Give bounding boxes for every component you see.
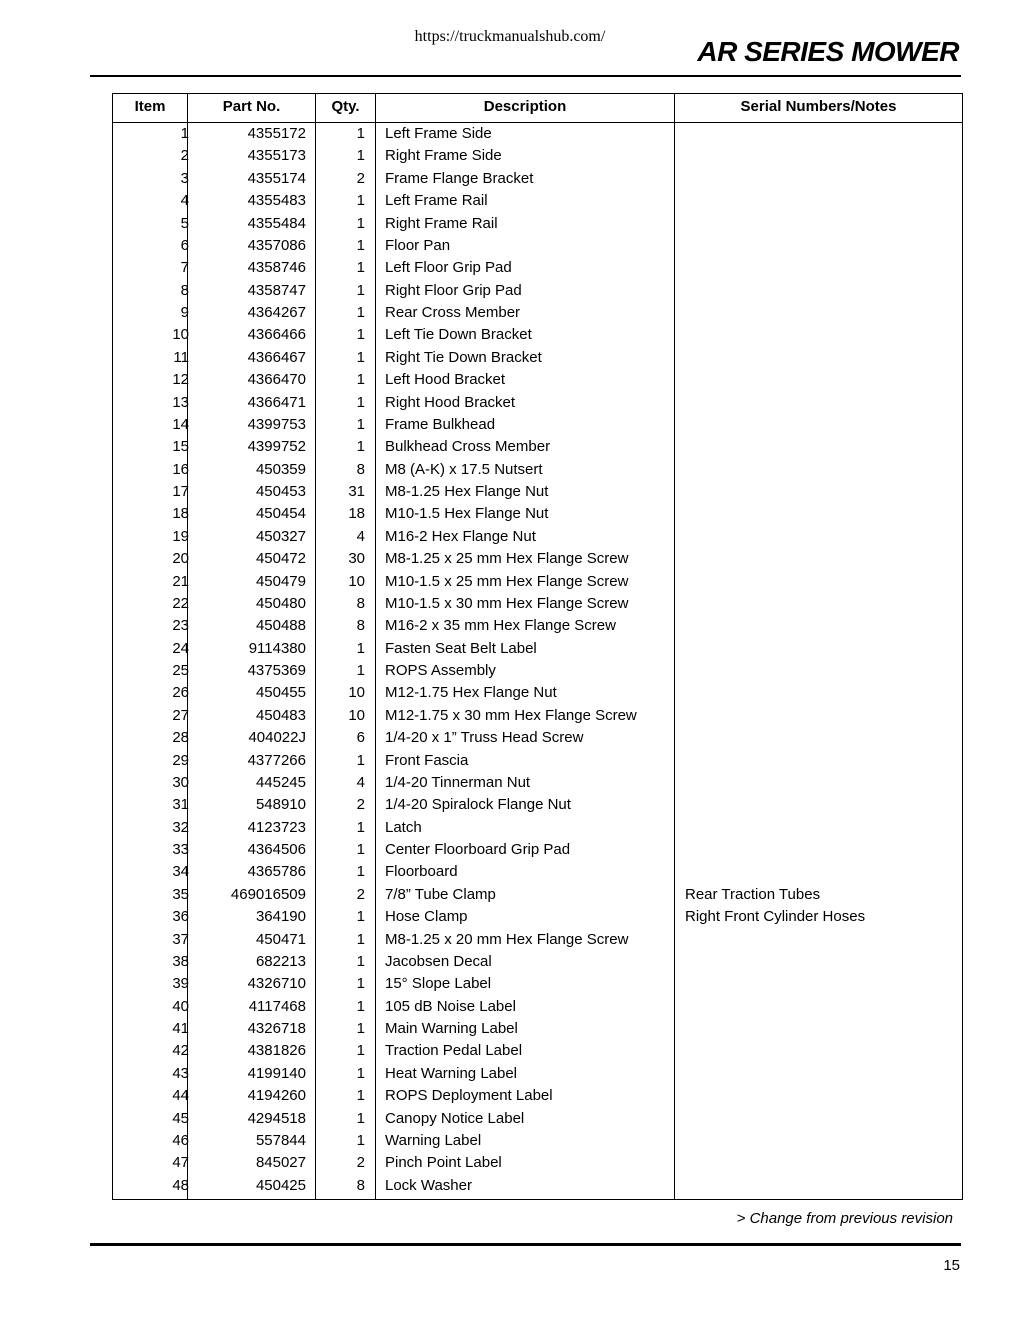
description-cell: ROPS Deployment Label bbox=[385, 1087, 553, 1105]
description-cell: 15° Slope Label bbox=[385, 975, 492, 993]
table-row bbox=[113, 884, 962, 906]
part-no-cell: 450472 bbox=[255, 550, 306, 568]
description-cell: 7/8” Tube Clamp bbox=[385, 885, 496, 903]
table-row bbox=[113, 682, 962, 704]
qty-cell: 1 bbox=[356, 192, 365, 210]
table-row bbox=[113, 123, 962, 145]
part-no-cell: 450483 bbox=[255, 706, 306, 724]
notes-cell: Right Front Cylinder Hoses bbox=[685, 908, 866, 926]
table-row bbox=[113, 145, 962, 167]
table-row bbox=[113, 302, 962, 324]
qty-cell: 8 bbox=[356, 460, 365, 478]
part-no-cell: 4375369 bbox=[247, 662, 306, 679]
qty-cell: 1 bbox=[356, 281, 365, 299]
item-cell: 7 bbox=[180, 259, 189, 277]
part-no-cell: 450488 bbox=[255, 617, 306, 635]
item-cell: 16 bbox=[172, 460, 189, 478]
description-cell: Frame Bulkhead bbox=[385, 415, 496, 433]
description-cell: Right Frame Side bbox=[385, 147, 502, 165]
part-no-cell: 450425 bbox=[255, 1176, 306, 1194]
qty-cell: 4 bbox=[356, 527, 365, 545]
table-row bbox=[113, 660, 962, 682]
item-cell: 34 bbox=[172, 863, 189, 881]
description-cell: Floor Pan bbox=[385, 236, 451, 254]
qty-cell: 10 bbox=[348, 572, 365, 590]
item-cell: 24 bbox=[172, 639, 189, 657]
part-no-cell: 4117468 bbox=[248, 997, 306, 1015]
part-no-cell: 4366470 bbox=[247, 371, 306, 389]
description-cell: M8 (A-K) x 17.5 Nutsert bbox=[385, 460, 543, 478]
qty-cell: 1 bbox=[356, 214, 365, 232]
item-cell: 42 bbox=[172, 1042, 189, 1060]
qty-cell: 4 bbox=[356, 773, 365, 791]
part-no-cell: 450454 bbox=[255, 505, 306, 523]
part-no-cell: 4357086 bbox=[247, 236, 306, 254]
item-cell: 3 bbox=[180, 169, 189, 187]
header-qty: Qty. bbox=[331, 98, 360, 115]
qty-cell: 1 bbox=[356, 259, 365, 277]
description-cell: Pinch Point Label bbox=[385, 1154, 502, 1172]
description-cell: Rear Cross Member bbox=[385, 304, 521, 321]
part-no-cell: 845027 bbox=[255, 1154, 306, 1172]
qty-cell: 1 bbox=[356, 348, 365, 366]
table-row bbox=[113, 392, 962, 414]
part-no-cell: 450480 bbox=[255, 594, 306, 612]
part-no-cell: 4365786 bbox=[247, 863, 306, 881]
description-cell: M10-1.5 x 25 mm Hex Flange Screw bbox=[385, 572, 629, 590]
item-cell: 47 bbox=[172, 1154, 189, 1172]
item-cell: 37 bbox=[172, 930, 189, 948]
item-cell: 36 bbox=[172, 908, 189, 926]
table-row bbox=[113, 168, 962, 190]
item-cell: 1 bbox=[180, 125, 189, 142]
item-cell: 9 bbox=[180, 304, 189, 321]
item-cell: 32 bbox=[172, 818, 189, 836]
qty-cell: 1 bbox=[356, 930, 365, 948]
description-cell: Bulkhead Cross Member bbox=[385, 438, 551, 456]
description-cell: Left Frame Rail bbox=[385, 192, 488, 210]
description-cell: Traction Pedal Label bbox=[385, 1042, 523, 1060]
table-row bbox=[113, 1018, 962, 1040]
table-row bbox=[113, 1108, 962, 1130]
table-row bbox=[113, 213, 962, 235]
table-row bbox=[113, 929, 962, 951]
item-cell: 12 bbox=[172, 371, 189, 389]
qty-cell: 8 bbox=[356, 617, 365, 635]
table-row bbox=[113, 257, 962, 279]
qty-cell: 1 bbox=[356, 304, 365, 321]
qty-cell: 1 bbox=[356, 952, 365, 970]
part-no-cell: 548910 bbox=[255, 796, 306, 814]
qty-cell: 1 bbox=[356, 975, 365, 993]
table-row bbox=[113, 951, 962, 973]
description-cell: M8-1.25 x 25 mm Hex Flange Screw bbox=[385, 550, 629, 568]
description-cell: 105 dB Noise Label bbox=[385, 997, 516, 1015]
part-no-cell: 4381826 bbox=[247, 1042, 306, 1060]
part-no-cell: 445245 bbox=[255, 773, 306, 791]
item-cell: 14 bbox=[172, 415, 189, 433]
description-cell: ROPS Assembly bbox=[385, 662, 496, 679]
description-cell: Left Floor Grip Pad bbox=[385, 259, 512, 277]
part-no-cell: 4123723 bbox=[247, 818, 306, 836]
description-cell: Jacobsen Decal bbox=[385, 952, 492, 970]
header-item: Item bbox=[134, 98, 166, 115]
source-url: https://truckmanualshub.com/ bbox=[414, 28, 606, 45]
table-row bbox=[113, 1152, 962, 1174]
qty-cell: 1 bbox=[356, 908, 365, 926]
item-cell: 46 bbox=[172, 1131, 189, 1149]
part-no-cell: 4364506 bbox=[247, 841, 306, 858]
item-cell: 10 bbox=[172, 326, 189, 344]
header-description: Description bbox=[483, 98, 567, 115]
table-row bbox=[113, 593, 962, 615]
part-no-cell: 4364267 bbox=[247, 304, 306, 321]
qty-cell: 1 bbox=[356, 415, 365, 433]
description-cell: Left Tie Down Bracket bbox=[385, 326, 532, 344]
item-cell: 23 bbox=[172, 617, 189, 635]
qty-cell: 18 bbox=[348, 505, 365, 523]
item-cell: 43 bbox=[172, 1064, 189, 1082]
table-row bbox=[113, 369, 962, 391]
table-row bbox=[113, 235, 962, 257]
table-row bbox=[113, 794, 962, 816]
table-row bbox=[113, 481, 962, 503]
item-cell: 40 bbox=[172, 997, 189, 1015]
item-cell: 21 bbox=[172, 572, 189, 590]
table-row bbox=[113, 1130, 962, 1152]
qty-cell: 1 bbox=[356, 147, 365, 165]
qty-cell: 8 bbox=[356, 1176, 365, 1194]
description-cell: 1/4-20 Tinnerman Nut bbox=[385, 773, 531, 791]
table-row bbox=[113, 615, 962, 637]
description-cell: M8-1.25 x 20 mm Hex Flange Screw bbox=[385, 930, 629, 948]
description-cell: Right Frame Rail bbox=[385, 214, 498, 232]
qty-cell: 8 bbox=[356, 594, 365, 612]
table-row bbox=[113, 526, 962, 548]
item-cell: 28 bbox=[172, 729, 189, 747]
qty-cell: 10 bbox=[348, 684, 365, 702]
part-no-cell: 364190 bbox=[255, 908, 306, 926]
table-row bbox=[113, 436, 962, 458]
item-cell: 11 bbox=[173, 348, 189, 366]
item-cell: 13 bbox=[172, 393, 189, 411]
description-cell: Left Hood Bracket bbox=[385, 371, 506, 389]
part-no-cell: 4366466 bbox=[247, 326, 306, 344]
qty-cell: 31 bbox=[348, 483, 365, 500]
part-no-cell: 4194260 bbox=[247, 1087, 306, 1105]
item-cell: 31 bbox=[172, 796, 189, 814]
qty-cell: 1 bbox=[356, 997, 365, 1015]
qty-cell: 1 bbox=[356, 326, 365, 344]
top-rule bbox=[90, 75, 961, 77]
qty-cell: 1 bbox=[356, 662, 365, 679]
qty-cell: 1 bbox=[356, 393, 365, 411]
qty-cell: 1 bbox=[356, 371, 365, 389]
table-row bbox=[113, 324, 962, 346]
description-cell: Right Hood Bracket bbox=[385, 393, 516, 411]
description-cell: 1/4-20 Spiralock Flange Nut bbox=[385, 796, 571, 814]
item-cell: 33 bbox=[172, 841, 189, 858]
qty-cell: 1 bbox=[356, 639, 365, 657]
table-row bbox=[113, 750, 962, 772]
description-cell: M8-1.25 Hex Flange Nut bbox=[385, 483, 549, 500]
description-cell: M16-2 x 35 mm Hex Flange Screw bbox=[385, 617, 616, 635]
part-no-cell: 4199140 bbox=[247, 1064, 306, 1082]
notes-cell: Rear Traction Tubes bbox=[685, 885, 821, 903]
description-cell: Front Fascia bbox=[385, 751, 469, 769]
part-no-cell: 4366467 bbox=[247, 348, 306, 366]
description-cell: Heat Warning Label bbox=[385, 1064, 518, 1082]
table-row bbox=[113, 414, 962, 436]
description-cell: Warning Label bbox=[385, 1131, 482, 1149]
item-cell: 6 bbox=[180, 236, 189, 254]
table-row bbox=[113, 817, 962, 839]
part-no-cell: 450359 bbox=[255, 460, 306, 478]
description-cell: Frame Flange Bracket bbox=[385, 169, 534, 187]
description-cell: M12-1.75 x 30 mm Hex Flange Screw bbox=[385, 706, 637, 724]
qty-cell: 1 bbox=[356, 125, 365, 142]
part-no-cell: 9114380 bbox=[248, 639, 306, 657]
table-row bbox=[113, 1085, 962, 1107]
table-row bbox=[113, 1040, 962, 1062]
part-no-cell: 4399753 bbox=[247, 415, 306, 433]
part-no-cell: 4399752 bbox=[247, 438, 306, 456]
item-cell: 22 bbox=[172, 594, 189, 612]
table-row bbox=[113, 280, 962, 302]
qty-cell: 30 bbox=[348, 550, 365, 568]
description-cell: M16-2 Hex Flange Nut bbox=[385, 527, 536, 545]
qty-cell: 2 bbox=[356, 796, 365, 814]
qty-cell: 6 bbox=[356, 729, 365, 747]
description-cell: Floorboard bbox=[385, 863, 458, 881]
description-cell: Center Floorboard Grip Pad bbox=[385, 841, 571, 858]
qty-cell: 1 bbox=[356, 841, 365, 858]
part-no-cell: 4355483 bbox=[247, 192, 306, 210]
item-cell: 35 bbox=[172, 885, 189, 903]
table-row bbox=[113, 503, 962, 525]
qty-cell: 1 bbox=[356, 863, 365, 881]
table-row bbox=[113, 973, 962, 995]
table-row bbox=[113, 1063, 962, 1085]
revision-footnote: > Change from previous revision bbox=[736, 1210, 953, 1227]
description-cell: M10-1.5 x 30 mm Hex Flange Screw bbox=[385, 594, 629, 612]
description-cell: Left Frame Side bbox=[385, 125, 492, 142]
qty-cell: 1 bbox=[356, 1109, 365, 1127]
item-cell: 18 bbox=[172, 505, 189, 523]
qty-cell: 1 bbox=[356, 1020, 365, 1037]
header-part-no: Part No. bbox=[222, 98, 281, 115]
part-no-cell: 557844 bbox=[255, 1131, 306, 1149]
description-cell: 1/4-20 x 1” Truss Head Screw bbox=[385, 729, 584, 747]
table-row bbox=[113, 861, 962, 883]
part-no-cell: 4355174 bbox=[247, 169, 306, 187]
table-row bbox=[113, 1175, 962, 1197]
table-row bbox=[113, 459, 962, 481]
description-cell: Right Floor Grip Pad bbox=[385, 281, 522, 299]
qty-cell: 1 bbox=[356, 1131, 365, 1149]
item-cell: 25 bbox=[172, 662, 189, 679]
qty-cell: 1 bbox=[356, 818, 365, 836]
item-cell: 19 bbox=[172, 527, 189, 545]
qty-cell: 2 bbox=[356, 885, 365, 903]
table-row bbox=[113, 190, 962, 212]
description-cell: Right Tie Down Bracket bbox=[385, 348, 542, 366]
item-cell: 27 bbox=[172, 706, 189, 724]
part-no-cell: 450455 bbox=[255, 684, 306, 702]
part-no-cell: 450471 bbox=[255, 930, 306, 948]
item-cell: 30 bbox=[172, 773, 189, 791]
bottom-rule bbox=[90, 1243, 961, 1246]
table-row bbox=[113, 705, 962, 727]
part-no-cell: 4355484 bbox=[247, 214, 306, 232]
description-cell: M12-1.75 Hex Flange Nut bbox=[385, 684, 557, 702]
qty-cell: 1 bbox=[356, 1064, 365, 1082]
table-row bbox=[113, 548, 962, 570]
description-cell: M10-1.5 Hex Flange Nut bbox=[385, 505, 549, 523]
page-number: 15 bbox=[943, 1257, 960, 1274]
description-cell: Fasten Seat Belt Label bbox=[385, 639, 537, 657]
part-no-cell: 404022J bbox=[248, 729, 306, 747]
qty-cell: 10 bbox=[348, 706, 365, 724]
part-no-cell: 4355173 bbox=[247, 147, 306, 165]
part-no-cell: 4358747 bbox=[247, 281, 306, 299]
part-no-cell: 450453 bbox=[255, 483, 306, 500]
part-no-cell: 682213 bbox=[255, 952, 306, 970]
part-no-cell: 4355172 bbox=[247, 125, 306, 142]
table-row bbox=[113, 772, 962, 794]
item-cell: 15 bbox=[172, 438, 189, 456]
item-cell: 45 bbox=[172, 1109, 189, 1127]
item-cell: 44 bbox=[172, 1087, 189, 1105]
item-cell: 29 bbox=[172, 751, 189, 769]
header-notes: Serial Numbers/Notes bbox=[740, 98, 897, 115]
table-row bbox=[113, 727, 962, 749]
table-row bbox=[113, 906, 962, 928]
qty-cell: 1 bbox=[356, 438, 365, 456]
table-row bbox=[113, 638, 962, 660]
table-row bbox=[113, 839, 962, 861]
description-cell: Canopy Notice Label bbox=[385, 1109, 525, 1127]
item-cell: 20 bbox=[172, 550, 189, 568]
qty-cell: 1 bbox=[356, 1087, 365, 1105]
part-no-cell: 4377266 bbox=[247, 751, 306, 769]
parts-table bbox=[112, 93, 963, 1200]
part-no-cell: 4366471 bbox=[247, 393, 306, 411]
item-cell: 38 bbox=[172, 952, 189, 970]
qty-cell: 1 bbox=[356, 236, 365, 254]
part-no-cell: 450479 bbox=[255, 572, 306, 590]
description-cell: Lock Washer bbox=[385, 1176, 472, 1194]
table-row bbox=[113, 347, 962, 369]
qty-cell: 2 bbox=[356, 169, 365, 187]
item-cell: 5 bbox=[180, 214, 189, 232]
item-cell: 4 bbox=[180, 192, 189, 210]
item-cell: 26 bbox=[172, 684, 189, 702]
qty-cell: 1 bbox=[356, 1042, 365, 1060]
item-cell: 41 bbox=[172, 1020, 189, 1037]
description-cell: Latch bbox=[385, 818, 422, 836]
document-title: AR SERIES MOWER bbox=[697, 36, 959, 67]
item-cell: 2 bbox=[180, 147, 189, 165]
part-no-cell: 469016509 bbox=[230, 885, 306, 903]
table-row bbox=[113, 996, 962, 1018]
part-no-cell: 4326710 bbox=[247, 975, 306, 993]
item-cell: 17 bbox=[172, 483, 189, 500]
part-no-cell: 4358746 bbox=[247, 259, 306, 277]
qty-cell: 1 bbox=[356, 751, 365, 769]
item-cell: 48 bbox=[172, 1176, 189, 1194]
part-no-cell: 4294518 bbox=[247, 1109, 306, 1127]
item-cell: 8 bbox=[180, 281, 189, 299]
qty-cell: 2 bbox=[356, 1154, 365, 1172]
description-cell: Main Warning Label bbox=[385, 1020, 518, 1037]
description-cell: Hose Clamp bbox=[385, 908, 468, 926]
item-cell: 39 bbox=[172, 975, 189, 993]
table-row bbox=[113, 571, 962, 593]
part-no-cell: 4326718 bbox=[247, 1020, 306, 1037]
part-no-cell: 450327 bbox=[255, 527, 306, 545]
